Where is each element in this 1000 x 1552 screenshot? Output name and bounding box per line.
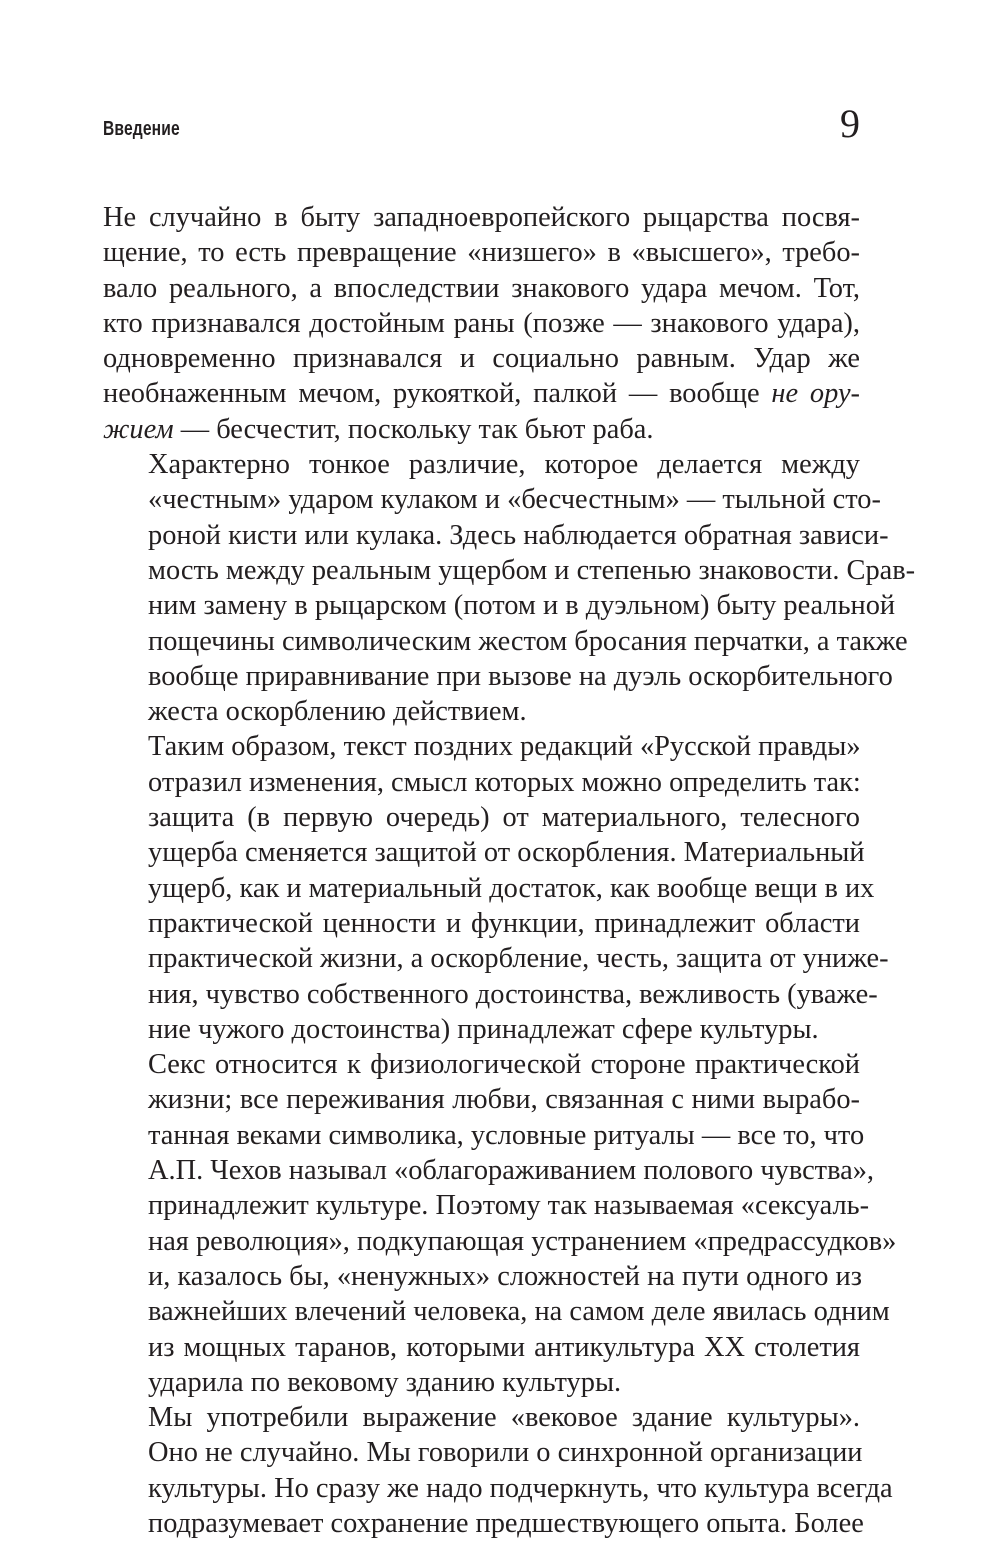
text-line: из мощных таранов, которыми антикультура XX столетия — [148, 1331, 860, 1363]
text-line: А.П. Чехов называл «облагораживанием полового чувства», — [148, 1155, 874, 1187]
text-run: необнаженным мечом, рукояткой, палкой — вообще — [103, 378, 772, 410]
text-line: роной кисти или кулака. Здесь наблюдается обратная зависи- — [148, 519, 889, 551]
paragraph-5 — [103, 1400, 893, 1541]
text-line: и, казалось бы, «ненужных» сложностей на пути одного из — [148, 1260, 862, 1292]
text-line: практической жизни, а оскорбление, честь, защита от униже- — [148, 943, 889, 975]
text-line: жеста оскорблению действием. — [148, 696, 527, 728]
text-line: ная революция», подкупающая устранением «предрассудков» — [148, 1225, 897, 1257]
body-text — [103, 200, 916, 1541]
text-line: принадлежит культуре. Поэтому так называемая «сексуаль- — [148, 1190, 870, 1222]
text-line: «честным» ударом кулаком и «бесчестным» — тыльной сто- — [148, 484, 881, 516]
text-line: кто признавался достойным раны (позже — знакового удара), — [103, 307, 860, 339]
text-line: Не случайно в быту западноевропейского рыцарства посвя- — [103, 202, 860, 233]
text-line: ущерб, как и материальный достаток, как вообще вещи в их — [148, 872, 875, 904]
text-line: ударила по вековому зданию культуры. — [148, 1366, 622, 1398]
text-line: вало реального, а впоследствии знакового удара мечом. Тот, — [103, 272, 860, 304]
text-line: Таким образом, текст поздних редакций «Русской правды» — [148, 731, 861, 763]
text-line: ним замену в рыцарском (потом и в дуэльном) быту реальной — [148, 590, 896, 622]
text-line: танная веками символика, условные ритуалы — все то, что — [148, 1119, 865, 1151]
paragraph-3 — [103, 729, 889, 1047]
text-line: важнейших влечений человека, на самом деле явилась одним — [148, 1296, 890, 1328]
text-line: пощечины символическим жестом бросания перчатки, а также — [148, 625, 908, 657]
paragraph-2 — [103, 447, 916, 729]
text-line: Характерно тонкое различие, которое делается между — [148, 449, 860, 481]
text-line: культуры. Но сразу же надо подчеркнуть, что культура всегда — [148, 1472, 893, 1504]
italic-text-run: не ору- — [771, 378, 860, 410]
text-line: защита (в первую очередь) от материального, телесного — [148, 802, 860, 834]
text-line: жизни; все переживания любви, связанная с ними вырабо- — [148, 1084, 860, 1116]
text-line: вообще приравнивание при вызове на дуэль оскорбительного — [148, 660, 893, 692]
text-line: практической ценности и функции, принадлежит области — [148, 907, 860, 939]
text-line: мость между реальным ущербом и степенью знаковости. Срав- — [148, 554, 916, 586]
paragraph-4 — [103, 1047, 897, 1400]
page-number: 9 — [840, 101, 860, 146]
text-line: отразил изменения, смысл которых можно определить так: — [148, 766, 861, 798]
text-line: ущерба сменяется защитой от оскорбления. Материальный — [148, 837, 865, 869]
text-line: одновременно признавался и социально равным. Удар же — [103, 343, 860, 375]
text-line: Секс относится к физиологической стороне практической — [148, 1049, 860, 1081]
text-run: — бесчестит, поскольку так бьют раба. — [173, 413, 654, 445]
text-line: ния, чувство собственного достоинства, вежливость (уваже- — [148, 978, 878, 1010]
running-head-section-title: Введение — [103, 118, 180, 140]
text-line: Мы употребили выражение «вековое здание культуры». — [148, 1402, 860, 1434]
text-line: подразумевает сохранение предшествующего опыта. Более — [148, 1507, 864, 1539]
text-line-mixed — [103, 376, 860, 411]
text-line: ние чужого достоинства) принадлежат сфере культуры. — [148, 1013, 819, 1045]
paragraph-1 — [103, 200, 860, 447]
text-line: Оно не случайно. Мы говорили о синхронной организации — [148, 1437, 863, 1469]
italic-text-run: жием — [103, 413, 174, 445]
text-line: щение, то есть превращение «низшего» в «высшего», требо- — [103, 237, 860, 269]
text-line-mixed — [103, 412, 860, 447]
